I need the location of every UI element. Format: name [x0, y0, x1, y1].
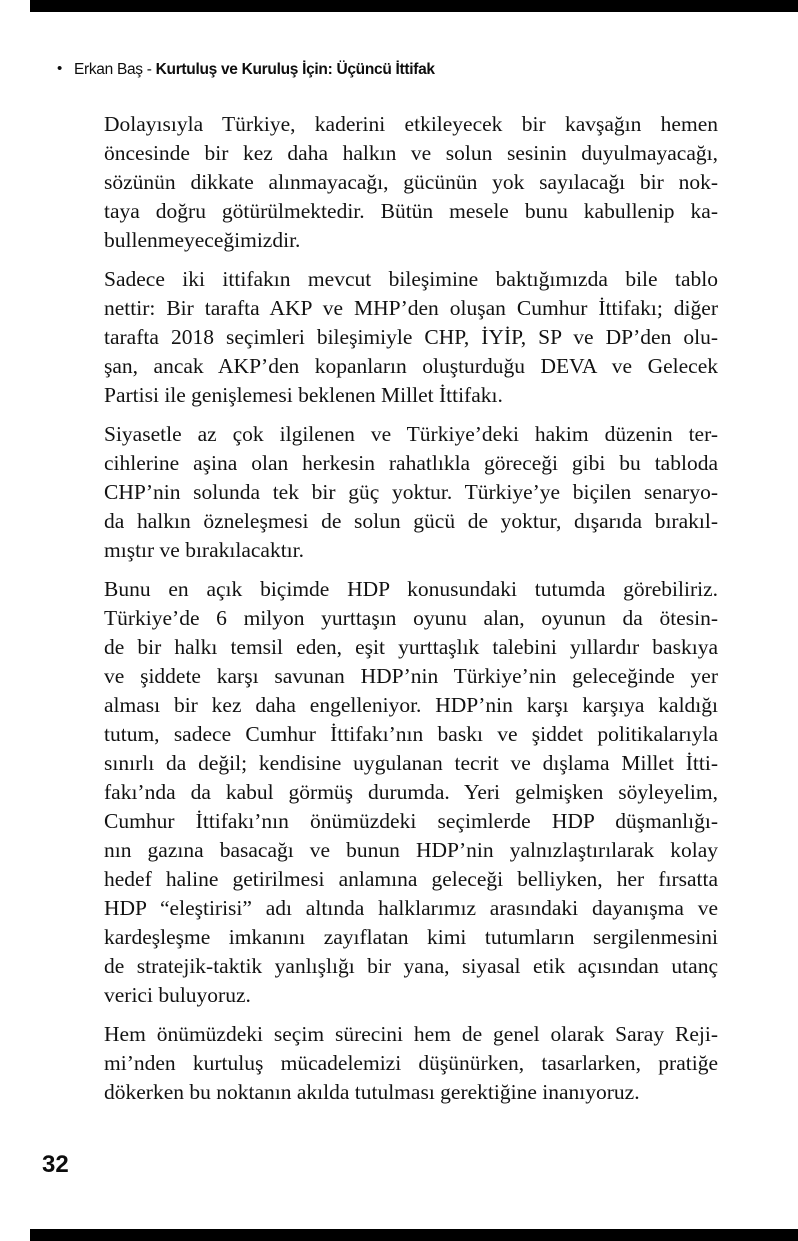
text-line: kardeşleşme imkanını zayıflatan kimi tutumların sergilenmesini	[104, 925, 718, 949]
text-line: Sadece iki ittifakın mevcut bileşimine baktığımızda bile tablo	[104, 267, 718, 291]
text-line: Hem önümüzdeki seçim sürecini hem de genel olarak Saray Reji-	[104, 1022, 718, 1046]
text-line: tarafta 2018 seçimleri bileşimiyle CHP, İYİP, SP ve DP’den olu-	[104, 325, 718, 349]
text-line: hedef haline getirilmesi anlamına geleceği belliyken, her fırsatta	[104, 867, 718, 891]
text-line: mi’nden kurtuluş mücadelemizi düşünürken, tasarlarken, pratiğe	[104, 1051, 718, 1075]
text-line: fakı’nda da kabul görmüş durumda. Yeri gelmişken söyleyelim,	[104, 780, 718, 804]
text-line: Bunu en açık biçimde HDP konusundaki tutumda görebiliriz.	[104, 577, 718, 601]
text-line: cihlerine aşina olan herkesin rahatlıkla göreceği gibi bu tabloda	[104, 451, 718, 475]
bullet-icon: •	[57, 60, 62, 77]
text-line: taya doğru götürülmektedir. Bütün mesele bunu kabullenip ka-	[104, 199, 718, 223]
text-line: de bir halkı temsil eden, eşit yurttaşlık talebini yıllardır baskıya	[104, 635, 718, 659]
text-line: nın gazına basacağı ve bunun HDP’nin yalnızlaştırılarak kolay	[104, 838, 718, 862]
body-text	[104, 110, 718, 1117]
text-line: nettir: Bir tarafta AKP ve MHP’den oluşan Cumhur İttifakı; diğer	[104, 296, 718, 320]
scan-edge-bar-bottom	[30, 1229, 798, 1241]
header-author: Erkan Baş -	[73, 61, 152, 78]
text-line: verici buluyoruz.	[104, 983, 251, 1007]
paragraph	[104, 1020, 718, 1107]
paragraph	[104, 575, 718, 1010]
paragraph	[104, 110, 718, 255]
text-line: da halkın özneleşmesi de solun gücü de yoktur, dışarıda bırakıl-	[104, 509, 718, 533]
running-header	[57, 61, 435, 79]
text-line: şan, ancak AKP’den kopanların oluşturduğu DEVA ve Gelecek	[104, 354, 718, 378]
scan-edge-bar-top	[30, 0, 798, 12]
text-line: Partisi ile genişlemesi beklenen Millet İttifakı.	[104, 383, 503, 407]
text-line: Türkiye’de 6 milyon yurttaşın oyunu alan, oyunun da ötesin-	[104, 606, 718, 630]
text-line: bullenmeyeceğimizdir.	[104, 228, 301, 252]
text-line: de stratejik-taktik yanlışlığı bir yana, siyasal etik açısından utanç	[104, 954, 718, 978]
text-line: Siyasetle az çok ilgilenen ve Türkiye’deki hakim düzenin ter-	[104, 422, 718, 446]
paragraph	[104, 420, 718, 565]
paragraph	[104, 265, 718, 410]
text-line: dökerken bu noktanın akılda tutulması gerektiğine inanıyoruz.	[104, 1080, 640, 1104]
text-line: sınırlı da değil; kendisine uygulanan tecrit ve dışlama Millet İtti-	[104, 751, 718, 775]
text-line: HDP “eleştirisi” adı altında halklarımız arasındaki dayanışma ve	[104, 896, 718, 920]
text-line: alması bir kez daha engelleniyor. HDP’nin karşı karşıya kaldığı	[104, 693, 718, 717]
text-line: mıştır ve bırakılacaktır.	[104, 538, 305, 562]
text-line: CHP’nin solunda tek bir güç yoktur. Türkiye’ye biçilen senaryo-	[104, 480, 718, 504]
text-line: sözünün dikkate alınmayacağı, gücünün yok sayılacağı bir nok-	[104, 170, 718, 194]
text-line: öncesinde bir kez daha halkın ve solun sesinin duyulmayacağı,	[104, 141, 718, 165]
header-chapter-title: Kurtuluş ve Kuruluş İçin: Üçüncü İttifak	[155, 61, 435, 78]
text-line: tutum, sadece Cumhur İttifakı’nın baskı ve şiddet politikalarıyla	[104, 722, 718, 746]
text-line: Cumhur İttifakı’nın önümüzdeki seçimlerde HDP düşmanlığı-	[104, 809, 718, 833]
page-number: 32	[42, 1151, 69, 1178]
text-line: ve şiddete karşı savunan HDP’nin Türkiye’nin geleceğinde yer	[104, 664, 718, 688]
text-line: Dolayısıyla Türkiye, kaderini etkileyecek bir kavşağın hemen	[104, 112, 718, 136]
